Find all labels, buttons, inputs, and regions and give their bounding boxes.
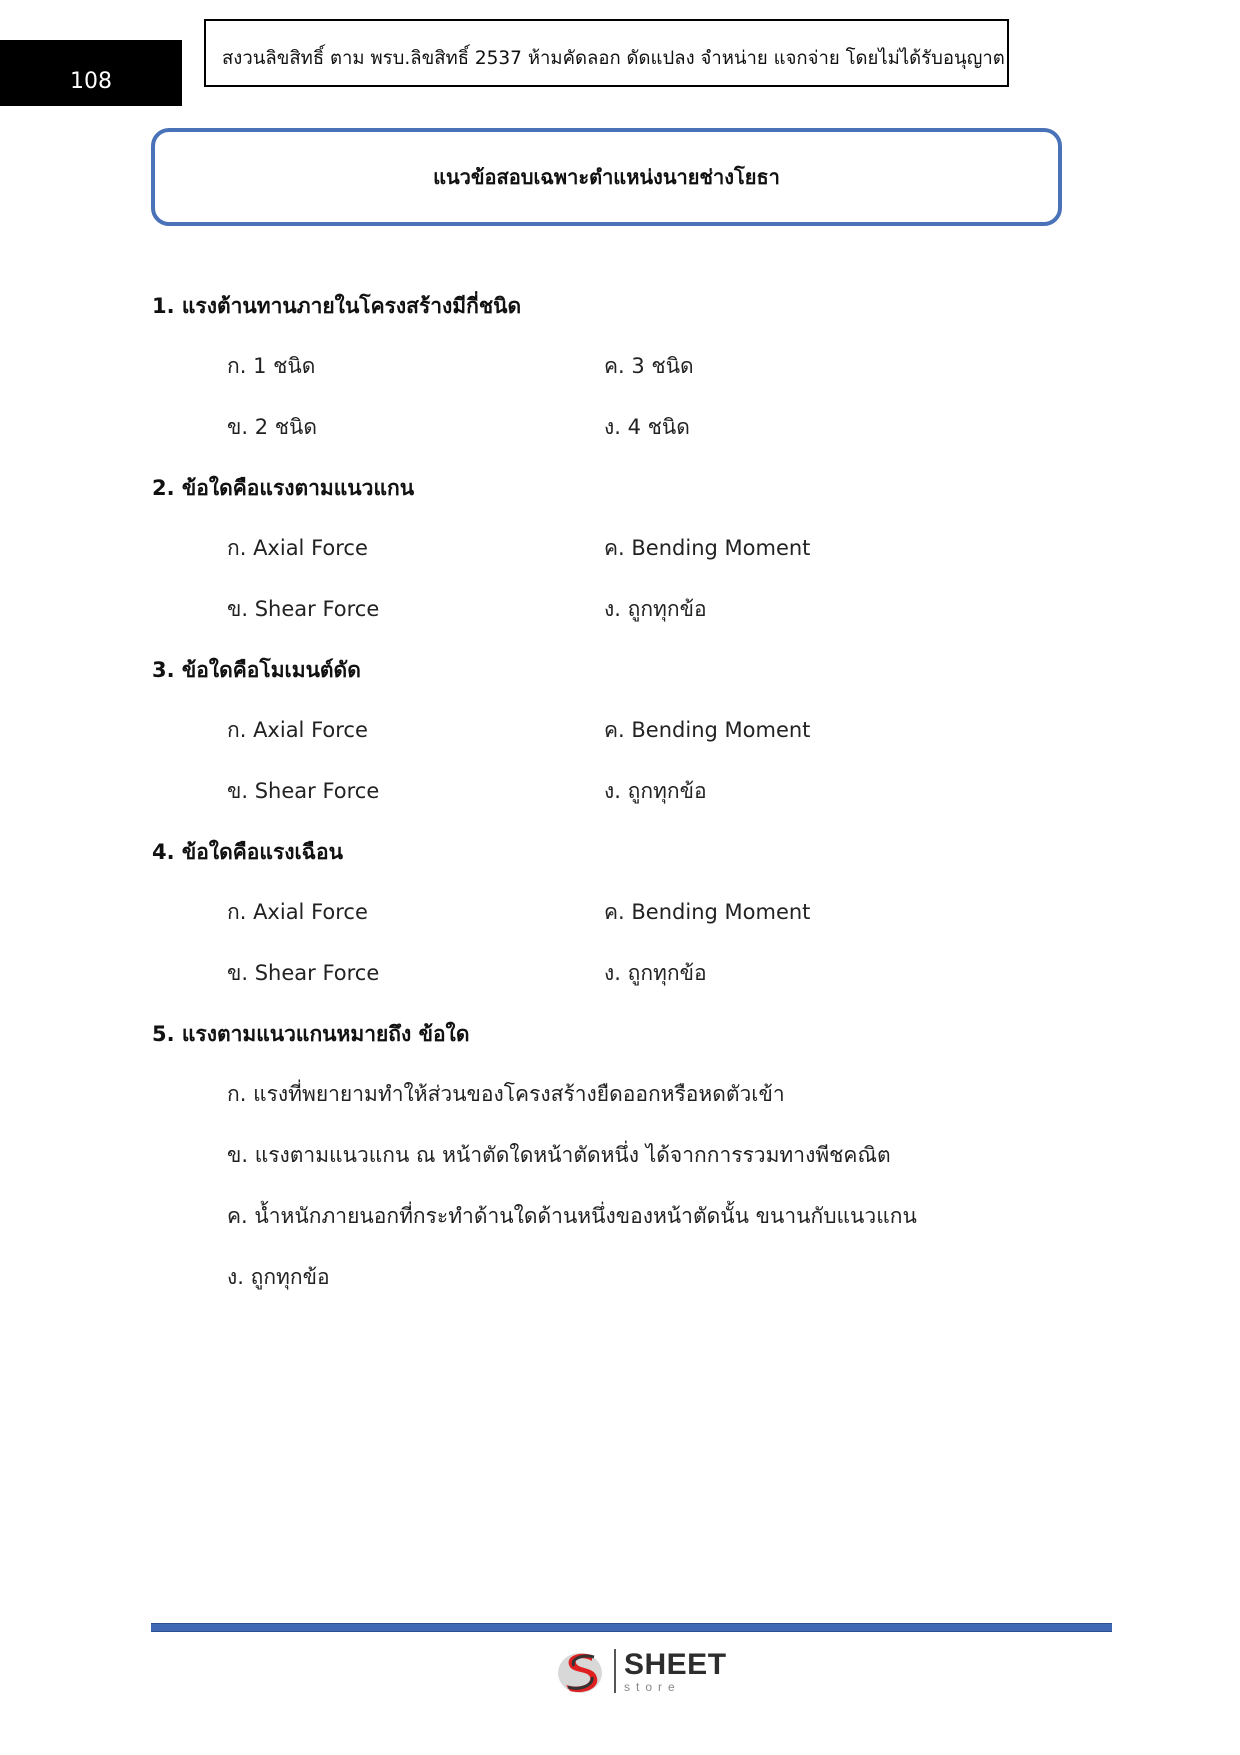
q5-option-d: ง. ถูกทุกข้อ bbox=[227, 1265, 330, 1289]
q3-option-c: ค. Bending Moment bbox=[604, 718, 811, 742]
q5-option-c: ค. น้ำหนักภายนอกที่กระทำด้านใดด้านหนึ่งของหน้าตัดนั้น ขนานกับแนวแกน bbox=[227, 1204, 917, 1228]
question-1: 1. แรงต้านทานภายในโครงสร้างมีกี่ชนิด bbox=[152, 294, 522, 318]
logo-separator bbox=[614, 1649, 616, 1693]
q4-option-c: ค. Bending Moment bbox=[604, 900, 811, 924]
q4-option-a: ก. Axial Force bbox=[227, 900, 368, 924]
q4-option-b: ข. Shear Force bbox=[227, 961, 380, 985]
question-3: 3. ข้อใดคือโมเมนต์ดัด bbox=[152, 658, 361, 682]
logo-main-text: SHEET bbox=[624, 1647, 727, 1681]
q3-option-b: ข. Shear Force bbox=[227, 779, 380, 803]
logo-sub-text: store bbox=[624, 1679, 681, 1694]
q2-option-c: ค. Bending Moment bbox=[604, 536, 811, 560]
logo-wordmark bbox=[624, 1647, 727, 1694]
q3-option-a: ก. Axial Force bbox=[227, 718, 368, 742]
question-2: 2. ข้อใดคือแรงตามแนวแกน bbox=[152, 476, 415, 500]
q1-option-a: ก. 1 ชนิด bbox=[227, 354, 316, 378]
q2-option-b: ข. Shear Force bbox=[227, 597, 380, 621]
q5-option-a: ก. แรงที่พยายามทำให้ส่วนของโครงสร้างยืดออกหรือหดตัวเข้า bbox=[227, 1082, 785, 1106]
q1-option-d: ง. 4 ชนิด bbox=[604, 415, 690, 439]
q4-option-d: ง. ถูกทุกข้อ bbox=[604, 961, 707, 985]
sheet-store-logo bbox=[556, 1643, 736, 1699]
section-title: แนวข้อสอบเฉพาะตำแหน่งนายช่างโยธา bbox=[433, 165, 780, 189]
footer-divider bbox=[151, 1623, 1112, 1632]
sheet-store-s-logo-icon bbox=[556, 1645, 608, 1697]
q2-option-a: ก. Axial Force bbox=[227, 536, 368, 560]
question-5: 5. แรงตามแนวแกนหมายถึง ข้อใด bbox=[152, 1022, 470, 1046]
question-4: 4. ข้อใดคือแรงเฉือน bbox=[152, 840, 343, 864]
q1-option-b: ข. 2 ชนิด bbox=[227, 415, 317, 439]
page-number: 108 bbox=[0, 40, 182, 106]
q3-option-d: ง. ถูกทุกข้อ bbox=[604, 779, 707, 803]
q1-option-c: ค. 3 ชนิด bbox=[604, 354, 694, 378]
section-title-box bbox=[151, 128, 1062, 226]
q2-option-d: ง. ถูกทุกข้อ bbox=[604, 597, 707, 621]
copyright-notice: สงวนลิขสิทธิ์ ตาม พรบ.ลิขสิทธิ์ 2537 ห้ามคัดลอก ดัดแปลง จำหน่าย แจกจ่าย โดยไม่ได้รับอนุญาต bbox=[204, 19, 1009, 87]
q5-option-b: ข. แรงตามแนวแกน ณ หน้าตัดใดหน้าตัดหนึ่ง ได้จากการรวมทางพีชคณิต bbox=[227, 1143, 891, 1167]
